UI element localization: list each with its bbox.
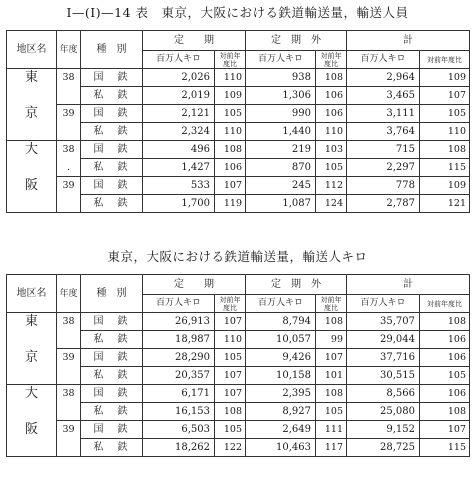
header-kind: 種 別 (81, 275, 143, 313)
teikigai-ratio-cell: 108 (316, 69, 347, 87)
teikigai-ratio-cell: 106 (316, 105, 347, 123)
teikigai-value-cell: 8,794 (246, 313, 316, 331)
region-cell: 阪 (7, 177, 57, 195)
teiki-value-cell: 2,324 (143, 123, 215, 141)
table-row (7, 421, 470, 439)
teikigai-value-cell: 8,927 (246, 403, 316, 421)
total-value-cell: 2,787 (347, 195, 420, 213)
header-teiki: 定 期 (143, 275, 246, 295)
kind-cell: 国 鉄 (81, 141, 143, 159)
total-value-cell: 3,465 (347, 87, 420, 105)
table-title-1: Ⅰ—(Ⅰ)—14 表 東京，大阪における鉄道輸送量，輸送人員 (66, 5, 409, 20)
header-unit: 百万人キロ (246, 295, 316, 313)
teiki-ratio-cell: 122 (215, 439, 246, 457)
teikigai-ratio-cell: 106 (316, 87, 347, 105)
kind-cell: 私 鉄 (81, 439, 143, 457)
kind-cell: 私 鉄 (81, 87, 143, 105)
header-teikigai: 定 期 外 (246, 275, 347, 295)
table-row (7, 385, 470, 403)
header-unit: 百万人キロ (143, 295, 215, 313)
total-ratio-cell: 106 (420, 331, 470, 349)
total-value-cell: 3,764 (347, 123, 420, 141)
teiki-value-cell: 18,262 (143, 439, 215, 457)
teiki-ratio-cell: 107 (215, 313, 246, 331)
table-row (7, 159, 470, 177)
header-region: 地区名 (7, 31, 57, 69)
table-row (7, 123, 470, 141)
kind-cell: 国 鉄 (81, 69, 143, 87)
region-cell: 大 (7, 141, 57, 159)
region-cell (7, 159, 57, 177)
teikigai-ratio-cell: 124 (316, 195, 347, 213)
header-region: 地区名 (7, 275, 57, 313)
region-cell (7, 439, 57, 457)
region-cell (7, 331, 57, 349)
teiki-value-cell: 28,290 (143, 349, 215, 367)
region-cell: 京 (7, 105, 57, 123)
teiki-ratio-cell: 109 (215, 87, 246, 105)
teiki-ratio-cell: 105 (215, 421, 246, 439)
teikigai-value-cell: 245 (246, 177, 316, 195)
teikigai-ratio-cell: 110 (316, 123, 347, 141)
total-value-cell: 29,044 (347, 331, 420, 349)
year-cell (57, 123, 81, 141)
teiki-value-cell: 2,121 (143, 105, 215, 123)
region-cell (7, 195, 57, 213)
region-cell (7, 367, 57, 385)
header-ratio: 対前年度比 (316, 51, 347, 69)
year-cell: 38 (57, 385, 81, 403)
total-ratio-cell: 115 (420, 439, 470, 457)
kind-cell: 国 鉄 (81, 105, 143, 123)
kind-cell: 私 鉄 (81, 159, 143, 177)
total-ratio-cell: 107 (420, 87, 470, 105)
total-value-cell: 25,080 (347, 403, 420, 421)
total-value-cell: 9,152 (347, 421, 420, 439)
teiki-ratio-cell: 105 (215, 105, 246, 123)
total-value-cell: 37,716 (347, 349, 420, 367)
header-total: 計 (347, 275, 470, 295)
teikigai-ratio-cell: 108 (316, 313, 347, 331)
teiki-ratio-cell: 110 (215, 331, 246, 349)
region-cell (7, 123, 57, 141)
table-row (7, 313, 470, 331)
teikigai-value-cell: 10,057 (246, 331, 316, 349)
total-value-cell: 28,725 (347, 439, 420, 457)
teikigai-value-cell: 938 (246, 69, 316, 87)
total-value-cell: 715 (347, 141, 420, 159)
year-cell: 39 (57, 421, 81, 439)
teiki-value-cell: 6,503 (143, 421, 215, 439)
region-cell (7, 87, 57, 105)
year-cell (57, 367, 81, 385)
teikigai-value-cell: 1,306 (246, 87, 316, 105)
total-value-cell: 2,297 (347, 159, 420, 177)
teikigai-value-cell: 219 (246, 141, 316, 159)
teiki-ratio-cell: 110 (215, 123, 246, 141)
total-ratio-cell: 115 (420, 159, 470, 177)
teiki-ratio-cell: 108 (215, 141, 246, 159)
year-cell (57, 403, 81, 421)
year-cell (57, 87, 81, 105)
table-row (7, 195, 470, 213)
table-row (7, 331, 470, 349)
header-year: 年度 (57, 275, 81, 313)
teikigai-value-cell: 10,463 (246, 439, 316, 457)
teiki-ratio-cell: 106 (215, 159, 246, 177)
year-cell: 38 (57, 69, 81, 87)
teikigai-value-cell: 2,395 (246, 385, 316, 403)
teikigai-value-cell: 9,426 (246, 349, 316, 367)
teikigai-ratio-cell: 99 (316, 331, 347, 349)
kind-cell: 国 鉄 (81, 313, 143, 331)
total-ratio-cell: 108 (420, 403, 470, 421)
table-row (7, 141, 470, 159)
teiki-value-cell: 26,913 (143, 313, 215, 331)
table-body (7, 313, 470, 457)
year-cell: 38 (57, 141, 81, 159)
teikigai-ratio-cell: 105 (316, 403, 347, 421)
kind-cell: 私 鉄 (81, 195, 143, 213)
teikigai-ratio-cell: 105 (316, 159, 347, 177)
year-cell: 38 (57, 313, 81, 331)
year-cell (57, 439, 81, 457)
teiki-value-cell: 18,987 (143, 331, 215, 349)
header-ratio: 対前年度比 (316, 295, 347, 313)
year-cell: . (57, 159, 81, 177)
header-year: 年度 (57, 31, 81, 69)
table-row (7, 403, 470, 421)
teikigai-value-cell: 990 (246, 105, 316, 123)
teiki-value-cell: 1,700 (143, 195, 215, 213)
teiki-value-cell: 2,026 (143, 69, 215, 87)
region-cell: 京 (7, 349, 57, 367)
teikigai-ratio-cell: 112 (316, 177, 347, 195)
region-cell: 阪 (7, 421, 57, 439)
header-ratio: 対前年度比 (215, 295, 246, 313)
teiki-value-cell: 6,171 (143, 385, 215, 403)
kind-cell: 国 鉄 (81, 177, 143, 195)
teiki-ratio-cell: 119 (215, 195, 246, 213)
total-value-cell: 35,707 (347, 313, 420, 331)
header-ratio: 対前年度比 (215, 51, 246, 69)
header-unit: 百万人キロ (347, 295, 420, 313)
total-ratio-cell: 109 (420, 177, 470, 195)
total-ratio-cell: 109 (420, 69, 470, 87)
teiki-value-cell: 2,019 (143, 87, 215, 105)
total-ratio-cell: 106 (420, 349, 470, 367)
region-cell: 東 (7, 313, 57, 331)
teikigai-ratio-cell: 111 (316, 421, 347, 439)
table-title-2: 東京，大阪における鉄道輸送量，輸送人キロ (107, 249, 368, 264)
header-teikigai: 定 期 外 (246, 31, 347, 51)
teiki-ratio-cell: 105 (215, 349, 246, 367)
kind-cell: 私 鉄 (81, 331, 143, 349)
total-ratio-cell: 105 (420, 367, 470, 385)
region-cell: 東 (7, 69, 57, 87)
header-total: 計 (347, 31, 470, 51)
year-cell: 39 (57, 349, 81, 367)
total-ratio-cell: 107 (420, 421, 470, 439)
table-row (7, 439, 470, 457)
table-row (7, 177, 470, 195)
teiki-value-cell: 533 (143, 177, 215, 195)
header-ratio: 対前年度比 (420, 51, 470, 69)
teiki-value-cell: 20,357 (143, 367, 215, 385)
year-cell (57, 195, 81, 213)
header-unit: 百万人キロ (246, 51, 316, 69)
teikigai-ratio-cell: 101 (316, 367, 347, 385)
teiki-ratio-cell: 108 (215, 403, 246, 421)
header-ratio: 対前年度比 (420, 295, 470, 313)
teikigai-ratio-cell: 117 (316, 439, 347, 457)
teiki-ratio-cell: 107 (215, 177, 246, 195)
kind-cell: 私 鉄 (81, 403, 143, 421)
total-ratio-cell: 108 (420, 313, 470, 331)
teiki-value-cell: 16,153 (143, 403, 215, 421)
header-kind: 種 別 (81, 31, 143, 69)
teiki-ratio-cell: 107 (215, 367, 246, 385)
table-row (7, 69, 470, 87)
kind-cell: 国 鉄 (81, 349, 143, 367)
kind-cell: 私 鉄 (81, 123, 143, 141)
header-unit: 百万人キロ (347, 51, 420, 69)
total-ratio-cell: 121 (420, 195, 470, 213)
header-teiki: 定 期 (143, 31, 246, 51)
teikigai-value-cell: 2,649 (246, 421, 316, 439)
teiki-value-cell: 496 (143, 141, 215, 159)
total-value-cell: 3,111 (347, 105, 420, 123)
region-cell: 大 (7, 385, 57, 403)
total-ratio-cell: 106 (420, 385, 470, 403)
teikigai-ratio-cell: 108 (316, 385, 347, 403)
table-row (7, 105, 470, 123)
teiki-ratio-cell: 110 (215, 69, 246, 87)
table-row (7, 367, 470, 385)
table-row (7, 87, 470, 105)
teikigai-value-cell: 1,087 (246, 195, 316, 213)
teikigai-value-cell: 10,158 (246, 367, 316, 385)
total-value-cell: 8,566 (347, 385, 420, 403)
teiki-ratio-cell: 107 (215, 385, 246, 403)
year-cell: 39 (57, 105, 81, 123)
total-value-cell: 30,515 (347, 367, 420, 385)
table-row (7, 349, 470, 367)
kind-cell: 国 鉄 (81, 421, 143, 439)
total-value-cell: 2,964 (347, 69, 420, 87)
kind-cell: 国 鉄 (81, 385, 143, 403)
kind-cell: 私 鉄 (81, 367, 143, 385)
total-ratio-cell: 105 (420, 105, 470, 123)
header-unit: 百万人キロ (143, 51, 215, 69)
teikigai-ratio-cell: 107 (316, 349, 347, 367)
table-body (7, 69, 470, 213)
total-value-cell: 778 (347, 177, 420, 195)
total-ratio-cell: 110 (420, 123, 470, 141)
year-cell: 39 (57, 177, 81, 195)
teikigai-ratio-cell: 103 (316, 141, 347, 159)
table-passenger-km (6, 274, 470, 457)
teikigai-value-cell: 1,440 (246, 123, 316, 141)
table-passengers (6, 30, 470, 213)
total-ratio-cell: 108 (420, 141, 470, 159)
teikigai-value-cell: 870 (246, 159, 316, 177)
year-cell (57, 331, 81, 349)
teiki-value-cell: 1,427 (143, 159, 215, 177)
region-cell (7, 403, 57, 421)
